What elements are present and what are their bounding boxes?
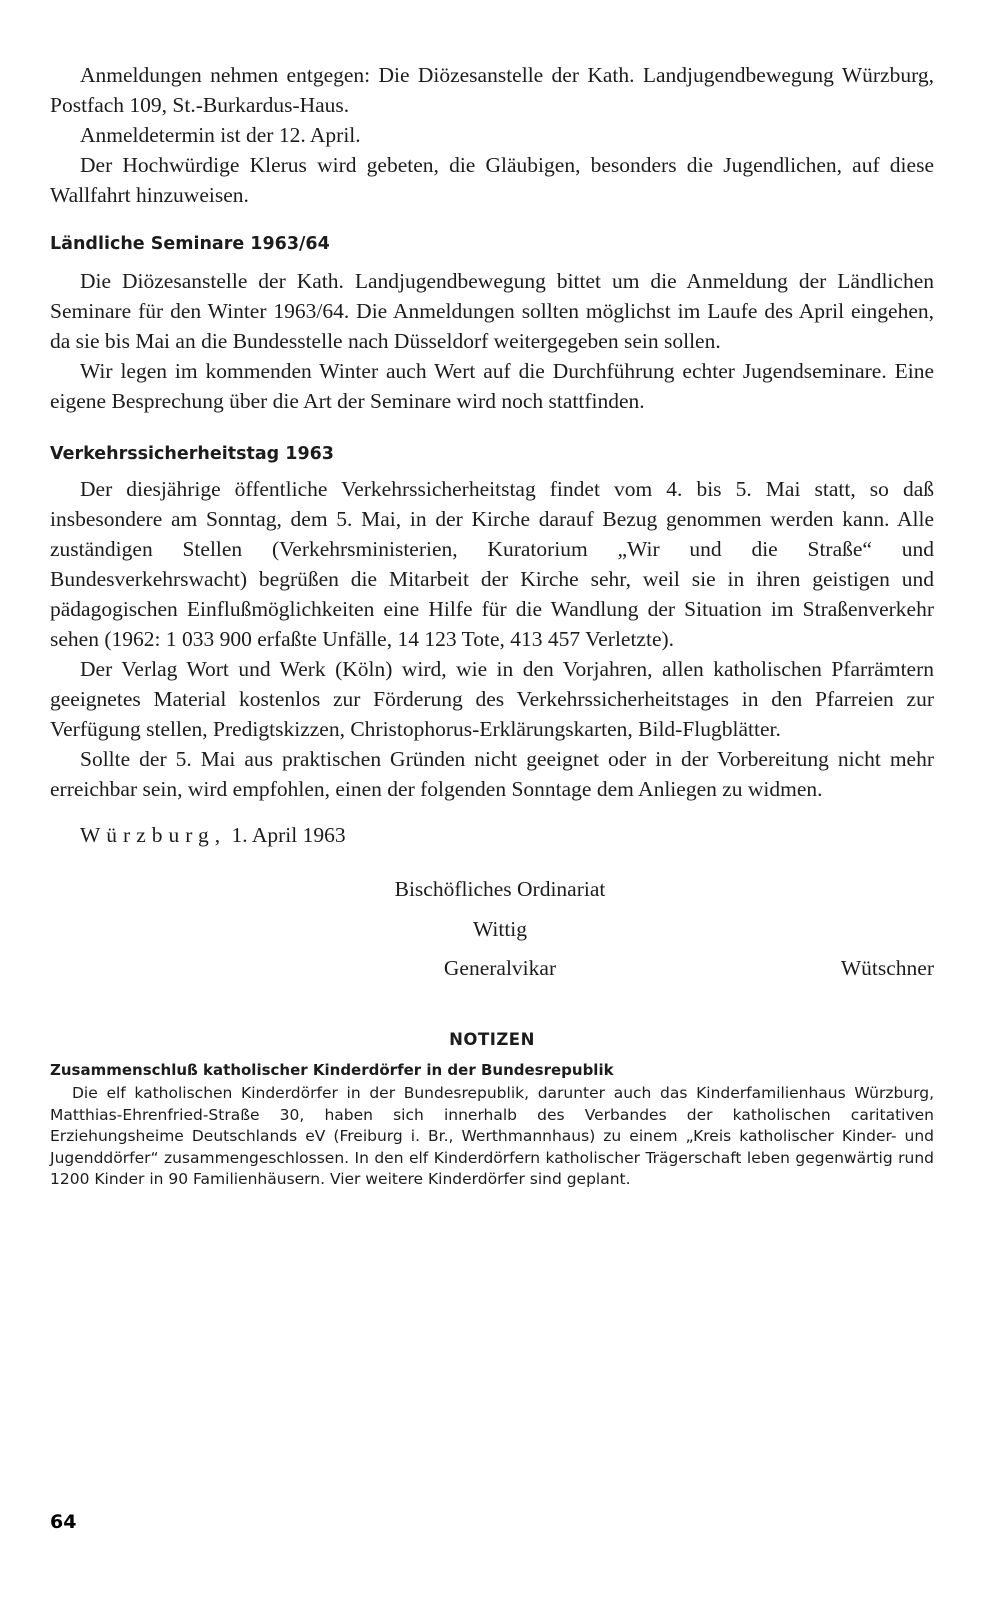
intro-paragraph-deadline: Anmeldetermin ist der 12. April. — [80, 123, 361, 147]
section-heading-verkehr: Verkehrssicherheitstag 1963 — [50, 444, 334, 464]
signature-date-line — [50, 820, 934, 850]
notes-title: NOTIZEN — [449, 1030, 535, 1049]
verkehr-paragraph-3: Sollte der 5. Mai aus praktischen Gründen nicht geeignet oder in der Vorbereitung nicht mehr erreichbar sein, wird empfohlen, einen der folgenden Sonntage dem Anliegen zu widmen. — [50, 747, 934, 801]
document-page — [50, 60, 934, 1191]
signature-block — [50, 862, 934, 1012]
intro-paragraph-clergy: Der Hochwürdige Klerus wird gebeten, die Gläubigen, besonders die Jugendlichen, auf diese Wallfahrt hinzuweisen. — [50, 153, 934, 207]
section-heading-seminare: Ländliche Seminare 1963/64 — [50, 234, 330, 254]
signature-title: Generalvikar — [443, 956, 557, 980]
notes-subheading: Zusammenschluß katholischer Kinderdörfer in der Bundesrepublik — [50, 1061, 614, 1079]
notes-paragraph: Die elf katholischen Kinderdörfer in der Bundesrepublik, darunter auch das Kinderfamilienhaus Würzburg, Matthias-Ehrenfried-Straße 30, haben sich innerhalb des Verbandes der katholischen caritativen Erziehungsheime Deutschlands eV (Freiburg i. Br., Werthmannhaus) zu einem „Kreis katholischer Kinder- und Jugenddörfer“ zusammengeschlossen. In den elf Kinderdörfern katholischer Trägerschaft leben gegenwärtig rund 1200 Kinder in 90 Familienhäusern. Vier weitere Kinderdörfer sind geplant. — [50, 1084, 934, 1188]
signature-name: Wittig — [472, 917, 528, 941]
verkehr-paragraph-1: Der diesjährige öffentliche Verkehrssicherheitstag findet vom 4. bis 5. Mai statt, so daß insbesondere am Sonntag, dem 5. Mai, in der Kirche darauf Bezug genommen werden kann. Alle zuständigen Stellen (Verkehrsministerien, Kuratorium „Wir und die Straße“ und Bundesverkehrswacht) begrüßen die Mitarbeit der Kirche sehr, weil sie in ihren geistigen und pädagogischen Einflußmöglichkeiten eine Hilfe für die Wandlung der Situation im Straßenverkehr sehen (1962: 1 033 900 erfaßte Unfälle, 14 123 Tote, 413 457 Verletzte). — [50, 477, 934, 651]
intro-paragraph-registration: Anmeldungen nehmen entgegen: Die Diözesanstelle der Kath. Landjugendbewegung Würzburg, Postfach 109, St.-Burkardus-Haus. — [50, 63, 934, 117]
signature-secondary-name: Wütschner — [840, 956, 934, 980]
page-number: 64 — [50, 1511, 77, 1533]
verkehr-paragraph-2: Der Verlag Wort und Werk (Köln) wird, wie in den Vorjahren, allen katholischen Pfarrämtern geeignetes Material kostenlos zur Förderung des Verkehrssicherheitstages in den Pfarreien zur Verfügung stellen, Predigtskizzen, Christophorus-Erklärungskarten, Bild-Flugblätter. — [50, 657, 934, 741]
seminare-paragraph-1: Die Diözesanstelle der Kath. Landjugendbewegung bittet um die Anmeldung der Ländlichen Seminare für den Winter 1963/64. Die Anmeldungen sollten möglichst im Laufe des April eingehen, da sie bis Mai an die Bundesstelle nach Düsseldorf weitergegeben sein sollen. — [50, 269, 934, 353]
signature-place: Würzburg, — [80, 823, 227, 847]
signature-office: Bischöfliches Ordinariat — [394, 877, 606, 901]
signature-date: 1. April 1963 — [231, 823, 346, 847]
seminare-paragraph-2: Wir legen im kommenden Winter auch Wert auf die Durchführung echter Jugendseminare. Eine eigene Besprechung über die Art der Seminare wird noch stattfinden. — [50, 359, 934, 413]
